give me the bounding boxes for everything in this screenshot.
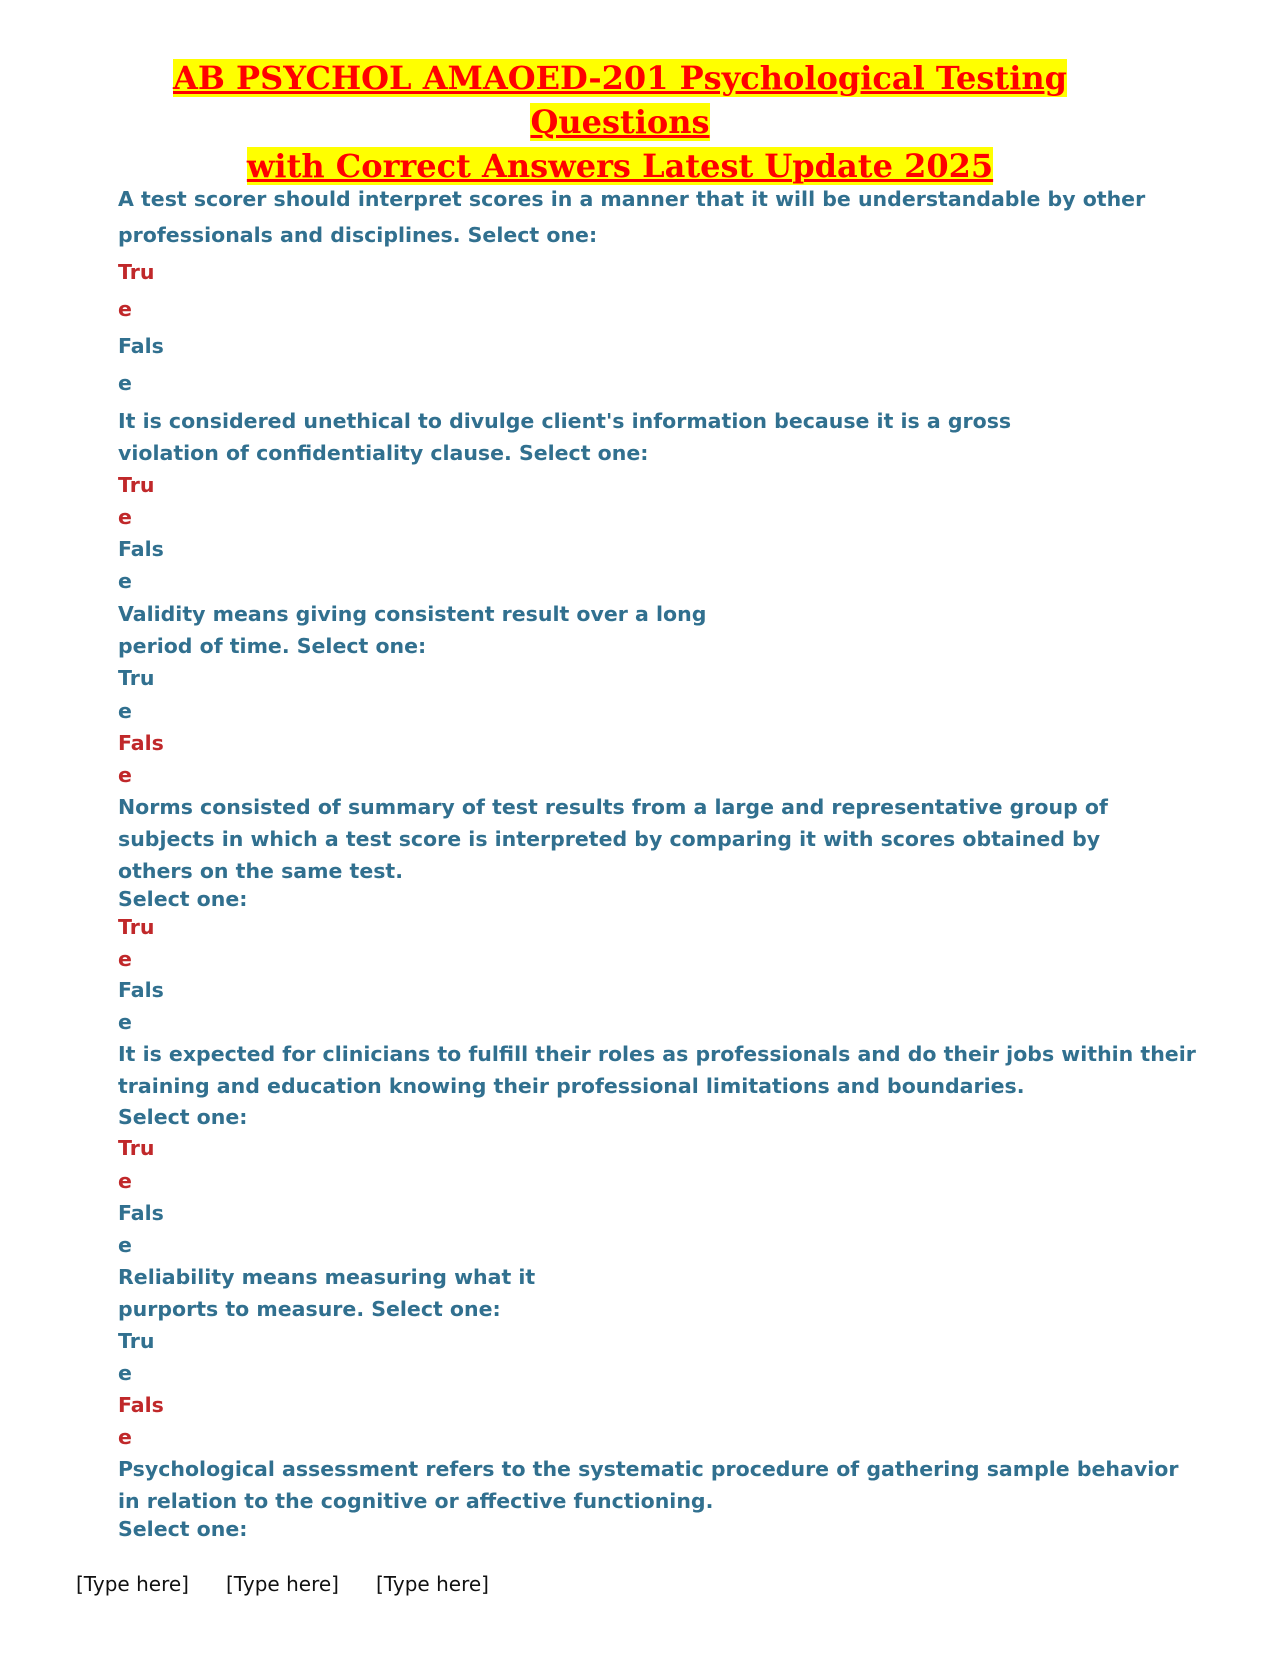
document-title — [80, 56, 1160, 188]
question-4-text-line-3: others on the same test. — [118, 859, 404, 883]
question-5-option-true: Tru — [118, 1136, 155, 1160]
question-5-option-false-wrap: e — [118, 1233, 132, 1257]
question-1-option-true: Tru — [118, 260, 155, 284]
question-1-option-true-wrap: e — [118, 297, 132, 321]
question-5-text-line-2: training and education knowing their professional limitations and boundaries. — [118, 1074, 1025, 1098]
question-6-option-true: Tru — [118, 1329, 155, 1353]
question-2-option-false: Fals — [118, 537, 164, 561]
title-line-2: with Correct Answers Latest Update 2025 — [246, 147, 994, 185]
question-5-text-line-1: It is expected for clinicians to fulfill their roles as professionals and do their jobs within their — [118, 1042, 1196, 1066]
question-4-option-true-wrap: e — [118, 947, 132, 971]
title-line-1: AB PSYCHOL AMAOED-201 Psychological Testing Questions — [173, 59, 1067, 141]
question-3-text-line-1: Validity means giving consistent result over a long — [118, 602, 707, 626]
footer-placeholder-right[interactable]: [Type here] — [376, 1572, 489, 1596]
question-3-option-false-wrap: e — [118, 763, 132, 787]
question-3-text-line-2: period of time. Select one: — [118, 634, 427, 658]
question-6-text-line-1: Reliability means measuring what it — [118, 1265, 536, 1289]
question-2-text-line-1: It is considered unethical to divulge client's information because it is a gross — [118, 409, 1012, 433]
question-4-text-line-2: subjects in which a test score is interpreted by comparing it with scores obtained by — [118, 827, 1101, 851]
question-2-option-false-wrap: e — [118, 569, 132, 593]
question-5-select-one: Select one: — [118, 1105, 248, 1129]
question-3-option-false: Fals — [118, 731, 164, 755]
footer-placeholder-left[interactable]: [Type here] — [76, 1572, 189, 1596]
question-5-option-true-wrap: e — [118, 1169, 132, 1193]
question-2-text-line-2: violation of confidentiality clause. Select one: — [118, 441, 649, 465]
question-5-option-false: Fals — [118, 1201, 164, 1225]
question-6-option-true-wrap: e — [118, 1361, 132, 1385]
question-7-select-one: Select one: — [118, 1517, 248, 1541]
question-1-text-line-1: A test scorer should interpret scores in a manner that it will be understandable by other — [118, 187, 1146, 211]
question-3-option-true: Tru — [118, 666, 155, 690]
question-4-select-one: Select one: — [118, 887, 248, 911]
question-2-option-true-wrap: e — [118, 505, 132, 529]
question-6-text-line-2: purports to measure. Select one: — [118, 1297, 501, 1321]
question-4-option-false: Fals — [118, 978, 164, 1002]
question-4-option-false-wrap: e — [118, 1010, 132, 1034]
question-4-option-true: Tru — [118, 915, 155, 939]
footer-placeholder-center[interactable]: [Type here] — [226, 1572, 339, 1596]
question-2-option-true: Tru — [118, 473, 155, 497]
question-6-option-false: Fals — [118, 1393, 164, 1417]
question-4-text-line-1: Norms consisted of summary of test results from a large and representative group of — [118, 795, 1108, 819]
question-1-option-false-wrap: e — [118, 371, 132, 395]
question-1-text-line-2: professionals and disciplines. Select one: — [118, 223, 598, 247]
question-7-text-line-1: Psychological assessment refers to the systematic procedure of gathering sample behavior — [118, 1457, 1179, 1481]
question-1-option-false: Fals — [118, 334, 164, 358]
question-3-option-true-wrap: e — [118, 699, 132, 723]
question-7-text-line-2: in relation to the cognitive or affective functioning. — [118, 1489, 714, 1513]
question-6-option-false-wrap: e — [118, 1425, 132, 1449]
